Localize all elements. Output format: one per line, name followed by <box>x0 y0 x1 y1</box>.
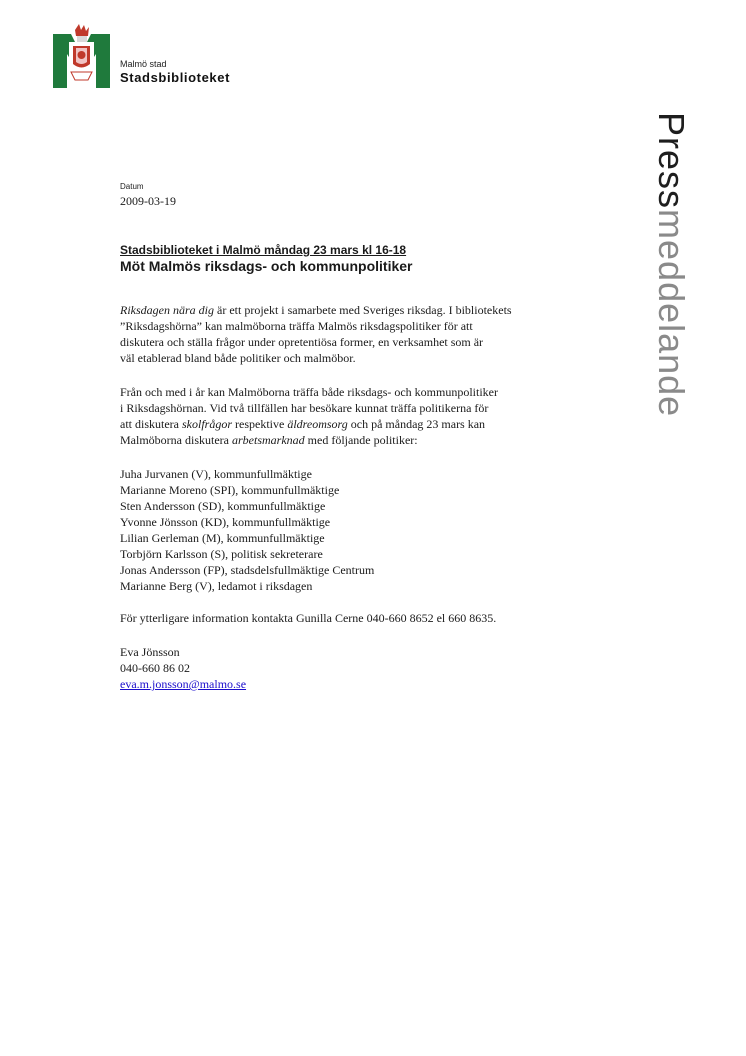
date-value: 2009-03-19 <box>120 194 176 208</box>
politician-item: Lilian Gerleman (M), kommunfullmäktige <box>120 531 325 545</box>
paragraph-line: ”Riksdagshörna” kan malmöborna träffa Malmös riksdagspolitiker för att <box>120 319 473 333</box>
paragraph-line: Malmöborna diskutera arbetsmarknad med följande politiker: <box>120 433 418 447</box>
malmo-coat-of-arms-logo <box>53 24 110 88</box>
vertical-title-light: meddelande <box>651 209 692 418</box>
contact-name: Eva Jönsson <box>120 645 180 659</box>
vertical-document-type <box>651 112 692 418</box>
date-block <box>120 182 176 209</box>
contact-block <box>120 644 590 692</box>
politician-item: Marianne Berg (V), ledamot i riksdagen <box>120 579 313 593</box>
politician-item: Juha Jurvanen (V), kommunfullmäktige <box>120 467 312 481</box>
italic-project-name: Riksdagen nära dig <box>120 303 214 317</box>
paragraph-line: väl etablerad bland både politiker och malmöbor. <box>120 351 356 365</box>
org-name: Stadsbiblioteket <box>120 70 231 85</box>
paragraph-line: att diskutera skolfrågor respektive äldreomsorg och på måndag 23 mars kan <box>120 417 486 431</box>
paragraph-line: diskutera och ställa frågor under opretentiösa former, en verksamhet som är <box>120 335 484 349</box>
date-label: Datum <box>120 182 144 191</box>
politician-item: Torbjörn Karlsson (S), politisk sekreterare <box>120 547 323 561</box>
kicker: Stadsbiblioteket i Malmö måndag 23 mars kl 16-18 <box>120 243 407 257</box>
body-text <box>120 302 590 710</box>
more-info-text: För ytterligare information kontakta Gunilla Cerne 040-660 8652 el 660 8635. <box>120 611 497 625</box>
organization-header <box>120 59 230 85</box>
org-city: Malmö stad <box>120 59 167 69</box>
politician-list <box>120 466 590 594</box>
contact-email-link[interactable]: eva.m.jonsson@malmo.se <box>120 677 247 691</box>
headline-block <box>120 243 620 275</box>
politician-item: Yvonne Jönsson (KD), kommunfullmäktige <box>120 515 331 529</box>
vertical-title-dark: Press <box>651 112 692 210</box>
more-info <box>120 610 590 626</box>
politician-item: Marianne Moreno (SPI), kommunfullmäktige <box>120 483 340 497</box>
headline: Möt Malmös riksdags- och kommunpolitiker <box>120 258 413 274</box>
griffin-shield-icon <box>53 24 110 88</box>
paragraph-topics <box>120 384 590 448</box>
paragraph-line: i Riksdagshörnan. Vid två tillfällen har besökare kunnat träffa politikerna för <box>120 401 489 415</box>
paragraph-intro <box>120 302 590 366</box>
paragraph-line: Från och med i år kan Malmöborna träffa både riksdags- och kommunpolitiker <box>120 385 499 399</box>
politician-item: Jonas Andersson (FP), stadsdelsfullmäktige Centrum <box>120 563 375 577</box>
politician-item: Sten Andersson (SD), kommunfullmäktige <box>120 499 326 513</box>
contact-phone: 040-660 86 02 <box>120 661 190 675</box>
paragraph-line: Riksdagen nära dig är ett projekt i samarbete med Sveriges riksdag. I bibliotekets <box>120 303 512 317</box>
